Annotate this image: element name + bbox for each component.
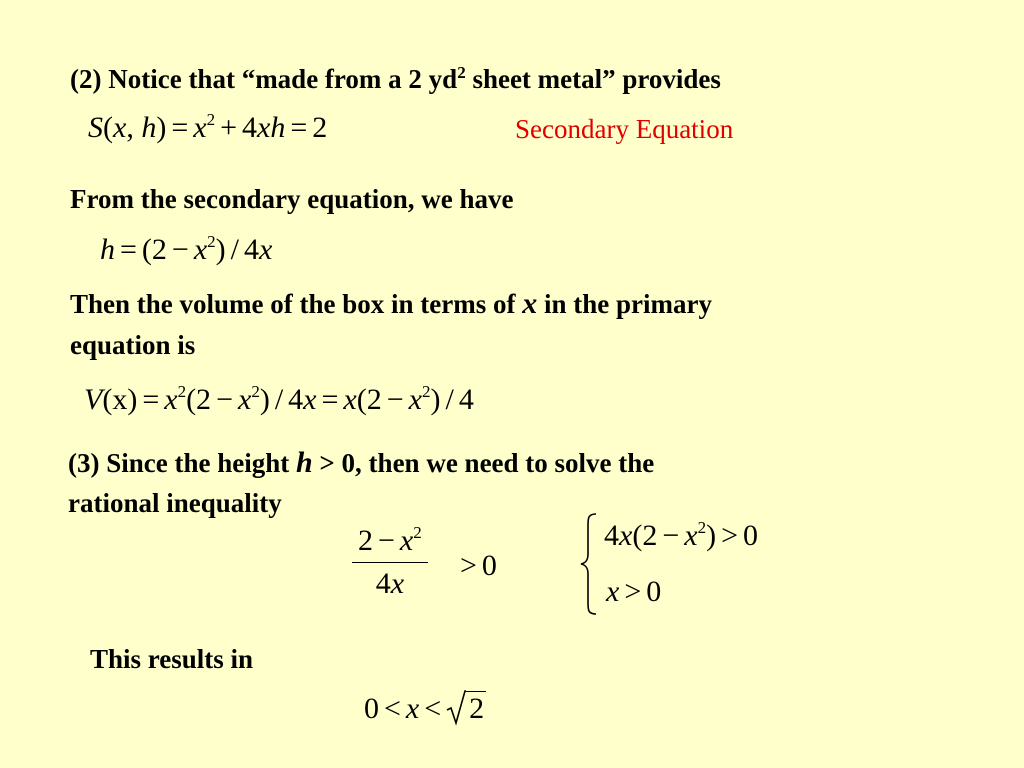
greater-than: > xyxy=(624,575,642,608)
var-x: x xyxy=(390,567,405,600)
paren-close: ) xyxy=(706,519,717,552)
system-row-2 xyxy=(606,574,661,610)
paren-open: (2 xyxy=(186,383,212,416)
var-h: h xyxy=(141,111,157,144)
divide: / xyxy=(445,383,454,416)
paren: ( xyxy=(103,111,113,144)
divide: / xyxy=(230,233,240,266)
equals: = xyxy=(142,383,160,416)
results-text: This results in xyxy=(90,644,254,674)
exponent: 2 xyxy=(207,232,216,251)
volume-text-part1: Then the volume of the box in terms of xyxy=(70,289,523,319)
var-V: V xyxy=(84,383,103,416)
var-x: x xyxy=(303,383,317,416)
volume-text-line1 xyxy=(70,285,712,323)
var-x: x xyxy=(259,233,273,266)
radical-sign-icon xyxy=(446,690,466,726)
exponent: 2 xyxy=(177,382,187,401)
greater-than: > xyxy=(460,549,477,582)
step2-statement xyxy=(70,60,721,98)
var-h: h xyxy=(100,233,115,266)
step3-tail: > 0, then we need to solve the xyxy=(312,448,655,478)
fraction-denominator xyxy=(352,567,428,601)
var-x: x xyxy=(606,575,620,608)
paren: ) xyxy=(156,111,167,144)
greater-than: > xyxy=(721,519,738,552)
constant: 0 xyxy=(364,692,379,725)
volume-equation xyxy=(84,382,474,418)
exponent: 2 xyxy=(206,110,216,129)
exponent: 2 xyxy=(251,382,260,401)
var-x: x xyxy=(399,524,414,557)
equals: = xyxy=(120,233,137,266)
constant: 0 xyxy=(646,575,662,608)
fraction-inequality xyxy=(352,524,428,601)
left-brace-icon xyxy=(578,512,600,616)
paren-close: ) xyxy=(215,233,226,266)
var-xh: xh xyxy=(257,111,286,144)
h-equation xyxy=(100,232,272,268)
constant: 0 xyxy=(481,549,497,582)
less-than: < xyxy=(424,692,442,725)
equals: = xyxy=(171,111,189,144)
fraction-bar xyxy=(352,562,428,563)
coefficient: 4 xyxy=(244,233,260,266)
step2-tail: sheet metal” provides xyxy=(465,64,721,94)
step3-line1 xyxy=(68,444,654,482)
var-x: x xyxy=(237,383,252,416)
coefficient: 4 xyxy=(458,383,474,416)
coefficient: 4 xyxy=(242,111,257,144)
result-inequality xyxy=(364,690,486,727)
var-x: x xyxy=(684,519,698,552)
volume-text-part2: in the primary xyxy=(537,289,712,319)
volume-text-line2: equation is xyxy=(70,330,196,360)
radicand: 2 xyxy=(466,691,486,725)
argument: (x) xyxy=(102,383,138,416)
paren-close: ) xyxy=(430,383,441,416)
less-than: < xyxy=(384,692,401,725)
divide: / xyxy=(274,383,284,416)
var-x: x xyxy=(164,383,178,416)
var-x: x xyxy=(113,111,127,144)
paren-open: (2 xyxy=(141,233,167,266)
constant: 2 xyxy=(358,524,373,557)
secondary-equation-label: Secondary Equation xyxy=(515,114,734,144)
fraction-relation xyxy=(455,548,497,584)
coefficient: 4 xyxy=(375,567,391,600)
minus: − xyxy=(386,383,404,416)
var-x: x xyxy=(522,287,538,320)
minus: − xyxy=(216,383,233,416)
step3-lead: (3) Since the height xyxy=(68,448,296,478)
var-x: x xyxy=(619,519,633,552)
var-h: h xyxy=(295,446,313,479)
paren-open: (2 xyxy=(356,383,382,416)
paren-open: (2 xyxy=(632,519,658,552)
var-x: x xyxy=(343,383,357,416)
coefficient: 4 xyxy=(604,519,619,552)
step3-line2: rational inequality xyxy=(68,488,282,518)
var-x: x xyxy=(193,233,208,266)
equals: = xyxy=(290,111,308,144)
exponent: 2 xyxy=(421,382,431,401)
minus: − xyxy=(378,524,395,557)
paren-close: ) xyxy=(259,383,270,416)
secondary-equation xyxy=(88,110,327,146)
var-x: x xyxy=(408,383,422,416)
step2-superscript: 2 xyxy=(457,63,466,82)
var-x: x xyxy=(193,111,207,144)
square-root xyxy=(446,690,486,727)
eq-symbol-S: S xyxy=(88,111,103,144)
equals: = xyxy=(321,383,339,416)
constant: 2 xyxy=(312,111,328,144)
fraction-numerator xyxy=(352,524,428,558)
minus: − xyxy=(662,519,680,552)
from-secondary-text: From the secondary equation, we have xyxy=(70,184,514,214)
exponent: 2 xyxy=(697,518,707,537)
var-x: x xyxy=(405,692,420,725)
minus: − xyxy=(171,233,189,266)
exponent: 2 xyxy=(413,523,422,542)
step2-lead: (2) Notice that “made from a 2 yd xyxy=(70,64,458,94)
comma: , xyxy=(126,111,134,144)
system-row-1 xyxy=(604,518,758,554)
plus: + xyxy=(220,111,237,144)
coefficient: 4 xyxy=(288,383,304,416)
constant: 0 xyxy=(743,519,758,552)
